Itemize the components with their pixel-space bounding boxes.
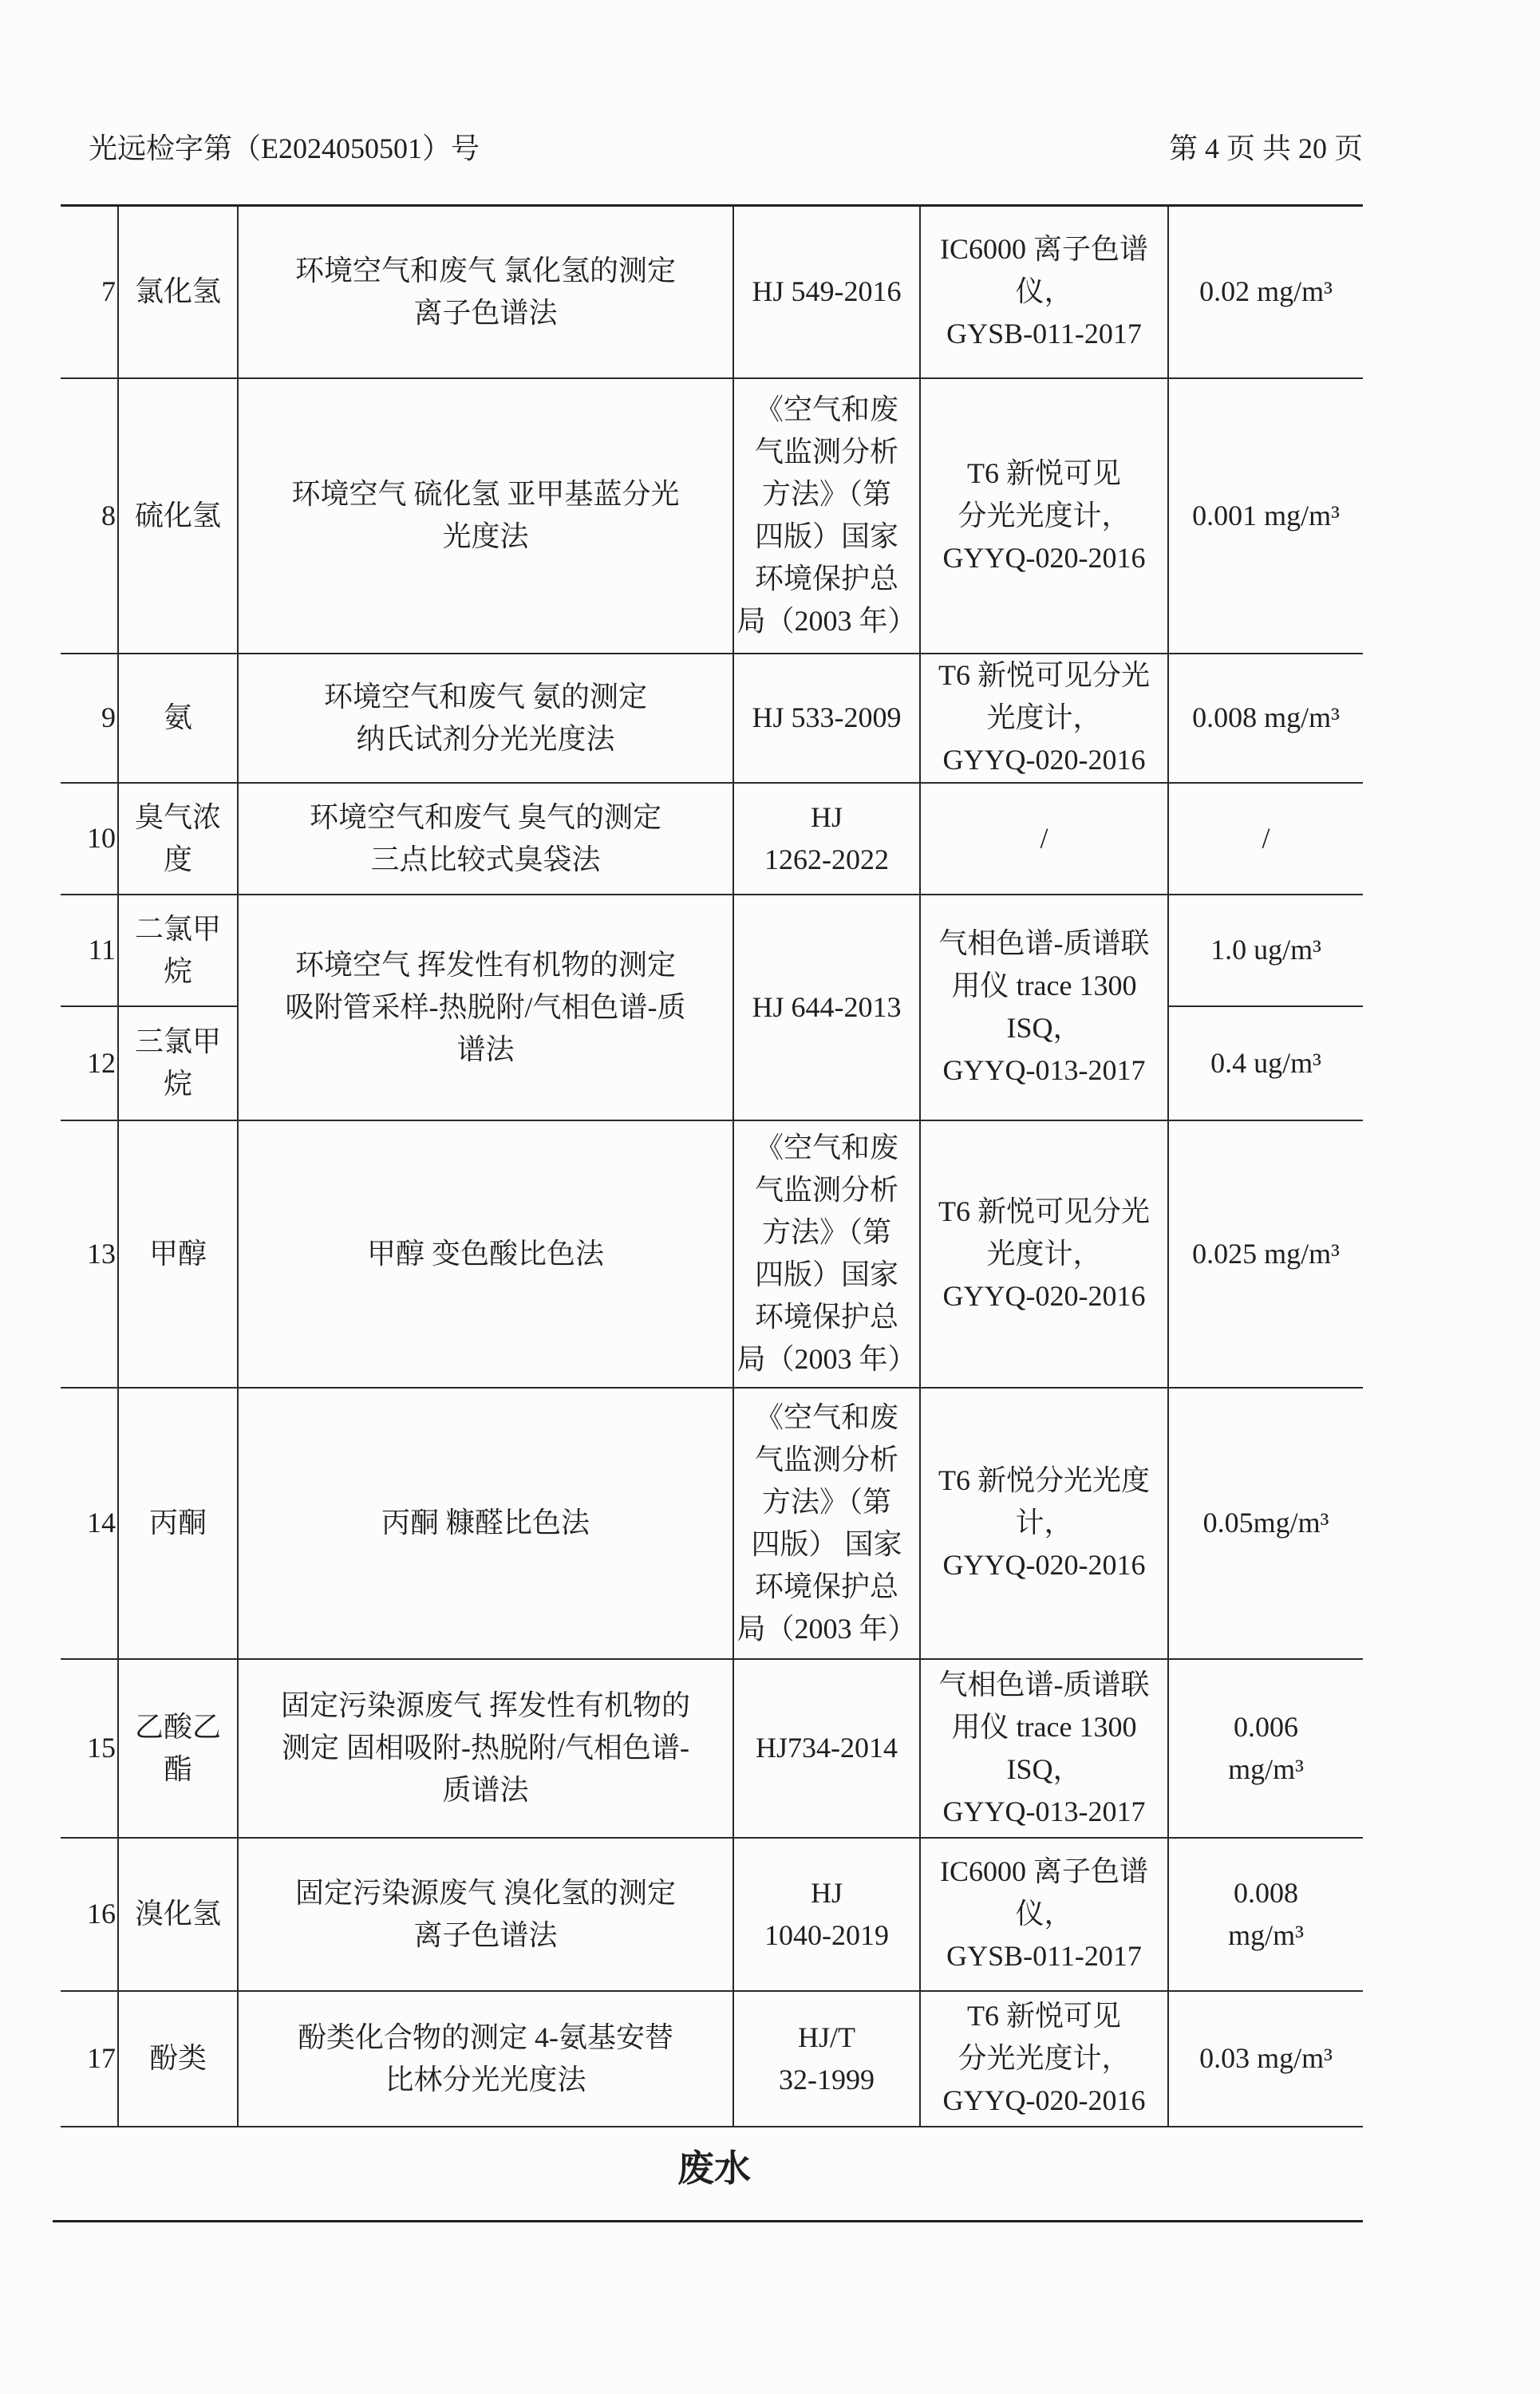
item-name: 溴化氢 [118, 1838, 238, 1991]
item-name: 丙酮 [118, 1388, 238, 1659]
item-name: 氨 [118, 654, 238, 783]
method-name: 固定污染源废气 溴化氢的测定 离子色谱法 [238, 1838, 733, 1991]
instrument-info: T6 新悦可见 分光光度计， GYYQ-020-2016 [920, 378, 1168, 654]
item-number: 13 [61, 1120, 118, 1388]
standard-code: HJ734-2014 [733, 1659, 920, 1838]
method-name: 环境空气和废气 氨的测定 纳氏试剂分光光度法 [238, 654, 733, 783]
standard-code: HJ 1262-2022 [733, 783, 920, 895]
detection-limit: 0.006 mg/m³ [1168, 1659, 1363, 1838]
standard-code: HJ 1040-2019 [733, 1838, 920, 1991]
table-row [61, 1120, 1363, 1388]
detection-limit: 0.001 mg/m³ [1168, 378, 1363, 654]
standard-code: 《空气和废 气监测分析 方法》（第 四版）国家 环境保护总 局（2003 年） [733, 1120, 920, 1388]
detection-limit: 1.0 ug/m³ [1168, 895, 1363, 1006]
table-row [61, 378, 1363, 654]
section-divider [53, 2220, 1363, 2222]
table-row [61, 1659, 1363, 1838]
item-name: 酚类 [118, 1991, 238, 2127]
table-row [61, 206, 1363, 378]
detection-limit: 0.025 mg/m³ [1168, 1120, 1363, 1388]
table-row [61, 895, 1363, 1006]
method-name: 酚类化合物的测定 4-氨基安替 比林分光光度法 [238, 1991, 733, 2127]
method-name: 丙酮 糠醛比色法 [238, 1388, 733, 1659]
item-name: 硫化氢 [118, 378, 238, 654]
instrument-info: T6 新悦分光光度 计， GYYQ-020-2016 [920, 1388, 1168, 1659]
instrument-info: 气相色谱-质谱联 用仪 trace 1300 ISQ， GYYQ-013-2017 [920, 895, 1168, 1120]
item-number: 9 [61, 654, 118, 783]
item-number: 17 [61, 1991, 118, 2127]
standard-code: HJ 549-2016 [733, 206, 920, 378]
method-name: 环境空气 挥发性有机物的测定 吸附管采样-热脱附/气相色谱-质 谱法 [238, 895, 733, 1120]
method-name: 甲醇 变色酸比色法 [238, 1120, 733, 1388]
standard-code: HJ/T 32-1999 [733, 1991, 920, 2127]
item-number: 15 [61, 1659, 118, 1838]
report-number: 光远检字第（E2024050501）号 [89, 132, 480, 164]
detection-limit: 0.02 mg/m³ [1168, 206, 1363, 378]
item-name: 氯化氢 [118, 206, 238, 378]
method-name: 环境空气和废气 氯化氢的测定 离子色谱法 [238, 206, 733, 378]
page-indicator: 第 4 页 共 20 页 [1168, 132, 1363, 164]
table-row [61, 1388, 1363, 1659]
method-name: 固定污染源废气 挥发性有机物的 测定 固相吸附-热脱附/气相色谱- 质谱法 [238, 1659, 733, 1838]
detection-limit: 0.4 ug/m³ [1168, 1006, 1363, 1120]
item-name: 二氯甲 烷 [118, 895, 238, 1006]
detection-limit: 0.05mg/m³ [1168, 1388, 1363, 1659]
table-row [61, 1991, 1363, 2127]
instrument-info: / [920, 783, 1168, 895]
item-number: 12 [61, 1006, 118, 1120]
method-name: 环境空气 硫化氢 亚甲基蓝分光 光度法 [238, 378, 733, 654]
standard-code: 《空气和废 气监测分析 方法》（第 四版） 国家 环境保护总 局（2003 年） [733, 1388, 920, 1659]
item-number: 14 [61, 1388, 118, 1659]
instrument-info: IC6000 离子色谱 仪， GYSB-011-2017 [920, 1838, 1168, 1991]
item-name: 臭气浓 度 [118, 783, 238, 895]
item-number: 11 [61, 895, 118, 1006]
table-row [61, 783, 1363, 895]
standard-code: HJ 533-2009 [733, 654, 920, 783]
item-number: 10 [61, 783, 118, 895]
section-title: 废水 [677, 2148, 751, 2189]
instrument-info: IC6000 离子色谱 仪， GYSB-011-2017 [920, 206, 1168, 378]
standard-code: 《空气和废 气监测分析 方法》（第 四版）国家 环境保护总 局（2003 年） [733, 378, 920, 654]
table-row [61, 654, 1363, 783]
instrument-info: T6 新悦可见分光 光度计， GYYQ-020-2016 [920, 1120, 1168, 1388]
table-row [61, 1838, 1363, 1991]
standard-code: HJ 644-2013 [733, 895, 920, 1120]
instrument-info: 气相色谱-质谱联 用仪 trace 1300 ISQ， GYYQ-013-2017 [920, 1659, 1168, 1838]
detection-limit: 0.03 mg/m³ [1168, 1991, 1363, 2127]
item-name: 三氯甲 烷 [118, 1006, 238, 1120]
item-name: 甲醇 [118, 1120, 238, 1388]
detection-limit: / [1168, 783, 1363, 895]
item-name: 乙酸乙 酯 [118, 1659, 238, 1838]
item-number: 8 [61, 378, 118, 654]
detection-limit: 0.008 mg/m³ [1168, 1838, 1363, 1991]
item-number: 16 [61, 1838, 118, 1991]
instrument-info: T6 新悦可见分光 光度计， GYYQ-020-2016 [920, 654, 1168, 783]
method-table [61, 204, 1363, 2127]
method-name: 环境空气和废气 臭气的测定 三点比较式臭袋法 [238, 783, 733, 895]
instrument-info: T6 新悦可见 分光光度计， GYYQ-020-2016 [920, 1991, 1168, 2127]
item-number: 7 [61, 206, 118, 378]
detection-limit: 0.008 mg/m³ [1168, 654, 1363, 783]
